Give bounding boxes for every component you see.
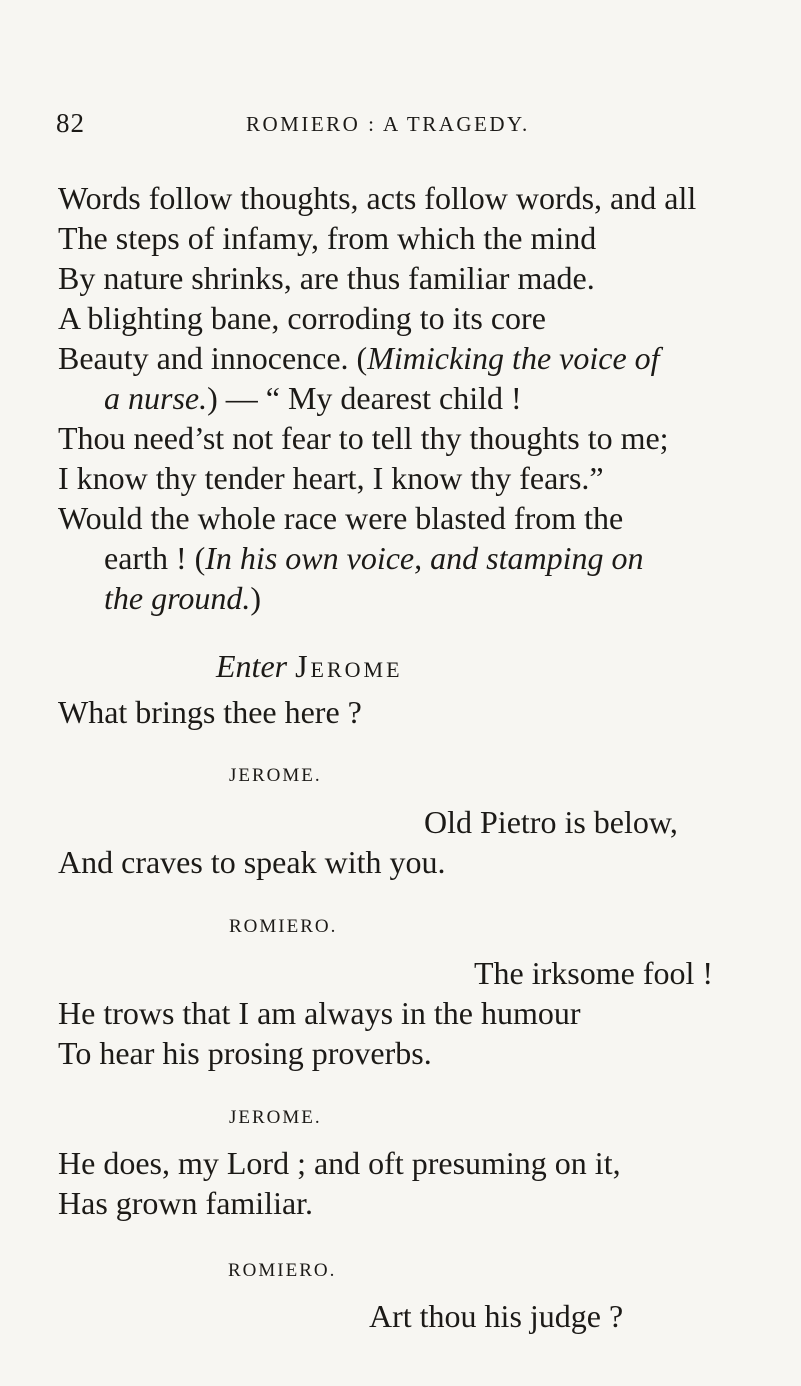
verse-line bbox=[58, 338, 660, 378]
verse-line: To hear his prosing proverbs. bbox=[58, 1035, 432, 1071]
verse-text: earth ! ( bbox=[104, 540, 206, 576]
stage-direction: a nurse. bbox=[104, 380, 208, 416]
character-name: Jerome bbox=[295, 648, 403, 684]
verse-line: Art thou his judge ? bbox=[369, 1298, 624, 1334]
page-header bbox=[56, 108, 746, 148]
verse-line: What brings thee here ? bbox=[58, 694, 362, 730]
verse-line: He trows that I am always in the humour bbox=[58, 995, 581, 1031]
verse-text: ) — “ My dearest child ! bbox=[207, 380, 522, 416]
verse-line: By nature shrinks, are thus familiar made. bbox=[58, 260, 595, 296]
verse-line: I know thy tender heart, I know thy fears.” bbox=[58, 460, 604, 496]
speaker-label: ROMIERO. bbox=[229, 916, 338, 937]
verse-line: Words follow thoughts, acts follow words, and all bbox=[58, 180, 697, 216]
verse-line: Would the whole race were blasted from the bbox=[58, 500, 624, 536]
verse-line bbox=[104, 378, 522, 418]
verse-line: Old Pietro is below, bbox=[424, 804, 678, 840]
verse-line: And craves to speak with you. bbox=[58, 844, 446, 880]
enter-word: Enter bbox=[216, 648, 288, 684]
stage-direction: Mimicking the voice of bbox=[367, 340, 660, 376]
verse-line bbox=[104, 538, 643, 578]
speaker-label: JEROME. bbox=[229, 1107, 322, 1128]
speaker-label: ROMIERO. bbox=[228, 1260, 337, 1281]
stage-direction: In his own voice, and stamping on bbox=[205, 540, 644, 576]
verse-line bbox=[104, 578, 261, 618]
verse-line: The irksome fool ! bbox=[474, 955, 714, 991]
verse-line: A blighting bane, corroding to its core bbox=[58, 300, 546, 336]
speaker-label: JEROME. bbox=[229, 765, 322, 786]
verse-line: Has grown familiar. bbox=[58, 1185, 314, 1221]
verse-text: Beauty and innocence. ( bbox=[58, 340, 368, 376]
running-title: ROMIERO : A TRAGEDY. bbox=[246, 112, 530, 136]
verse-line: The steps of infamy, from which the mind bbox=[58, 220, 597, 256]
stage-entry bbox=[216, 646, 403, 686]
page-number: 82 bbox=[56, 108, 85, 138]
verse-text: ) bbox=[250, 580, 262, 616]
verse-line: Thou need’st not fear to tell thy thoughts to me; bbox=[58, 420, 669, 456]
stage-direction: the ground. bbox=[104, 580, 251, 616]
verse-line: He does, my Lord ; and oft presuming on it, bbox=[58, 1145, 621, 1181]
